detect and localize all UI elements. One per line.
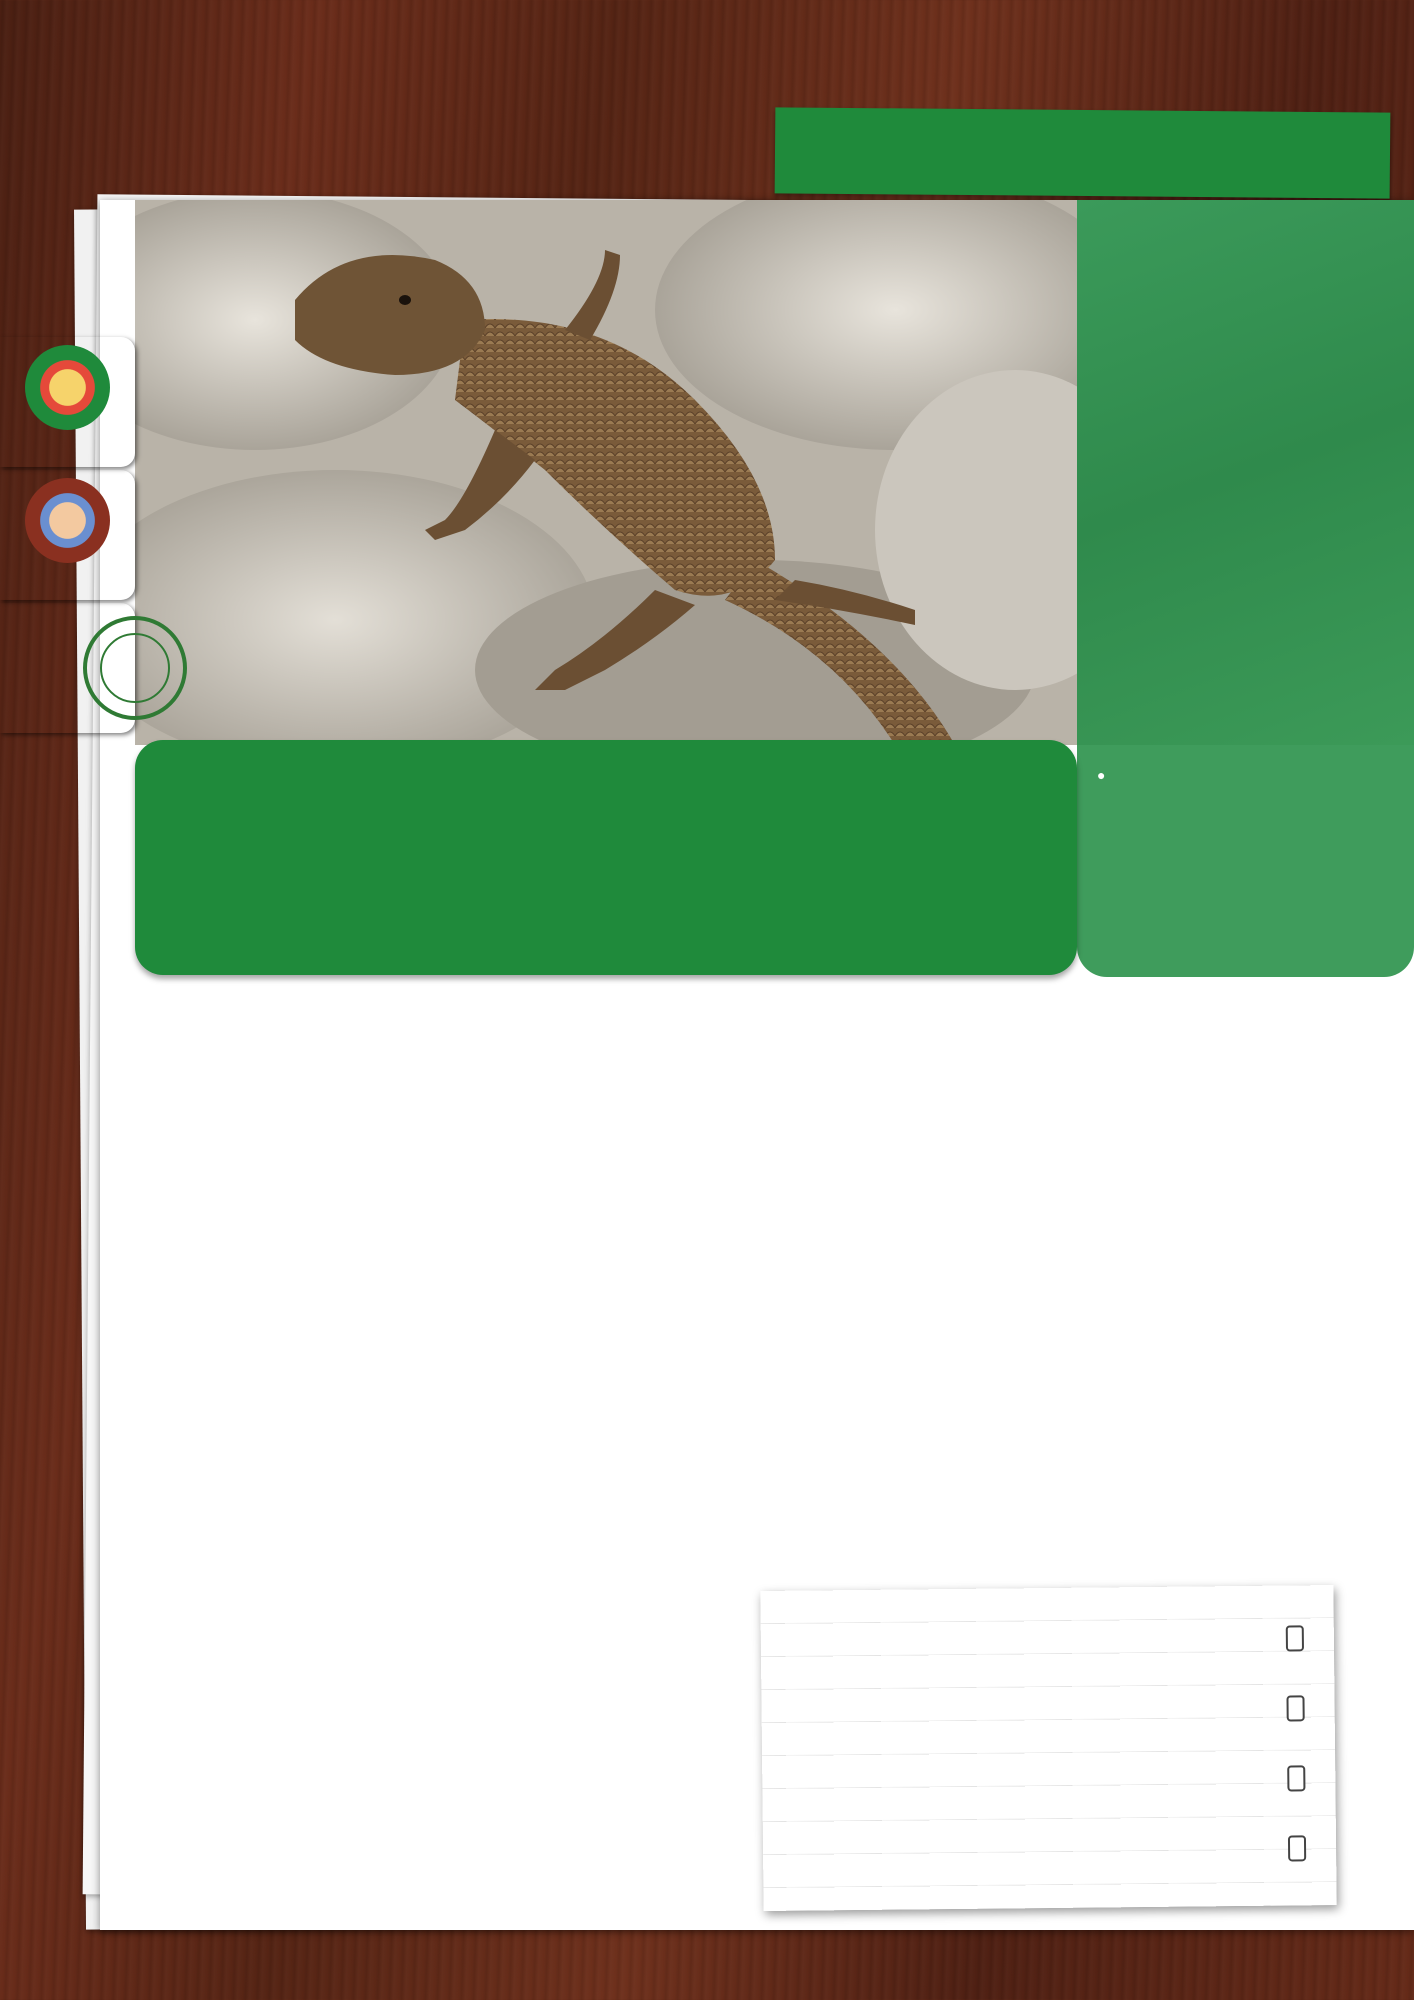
header-banner: [775, 107, 1391, 198]
lizard-footprints-top: [1240, 970, 1414, 1200]
lizard-illustration: [135, 200, 1077, 745]
child-artist-icon: [25, 345, 110, 430]
material-notepad: [760, 1585, 1336, 1911]
binder-hole: [1287, 1765, 1305, 1791]
tab-weitere-bereiche[interactable]: [0, 470, 135, 600]
lizard-photo: [135, 200, 1077, 745]
learning-goals: [782, 1040, 1262, 1042]
title-box: [135, 740, 1077, 975]
lizard-footprints-bottom: [300, 1730, 720, 1940]
info-sidebar: [1077, 200, 1414, 745]
recommendation-link[interactable]: [1097, 763, 1394, 786]
binder-hole: [1288, 1835, 1306, 1861]
child-scientist-icon: [25, 478, 110, 563]
recommendations-box: [1077, 745, 1414, 977]
tab-kunst[interactable]: [0, 337, 135, 467]
binder-hole: [1286, 1695, 1304, 1721]
beobachtungsbogen-stamp-icon: [68, 603, 203, 733]
binder-hole: [1286, 1625, 1304, 1651]
tab-beobachtungsbogen[interactable]: [0, 603, 135, 733]
